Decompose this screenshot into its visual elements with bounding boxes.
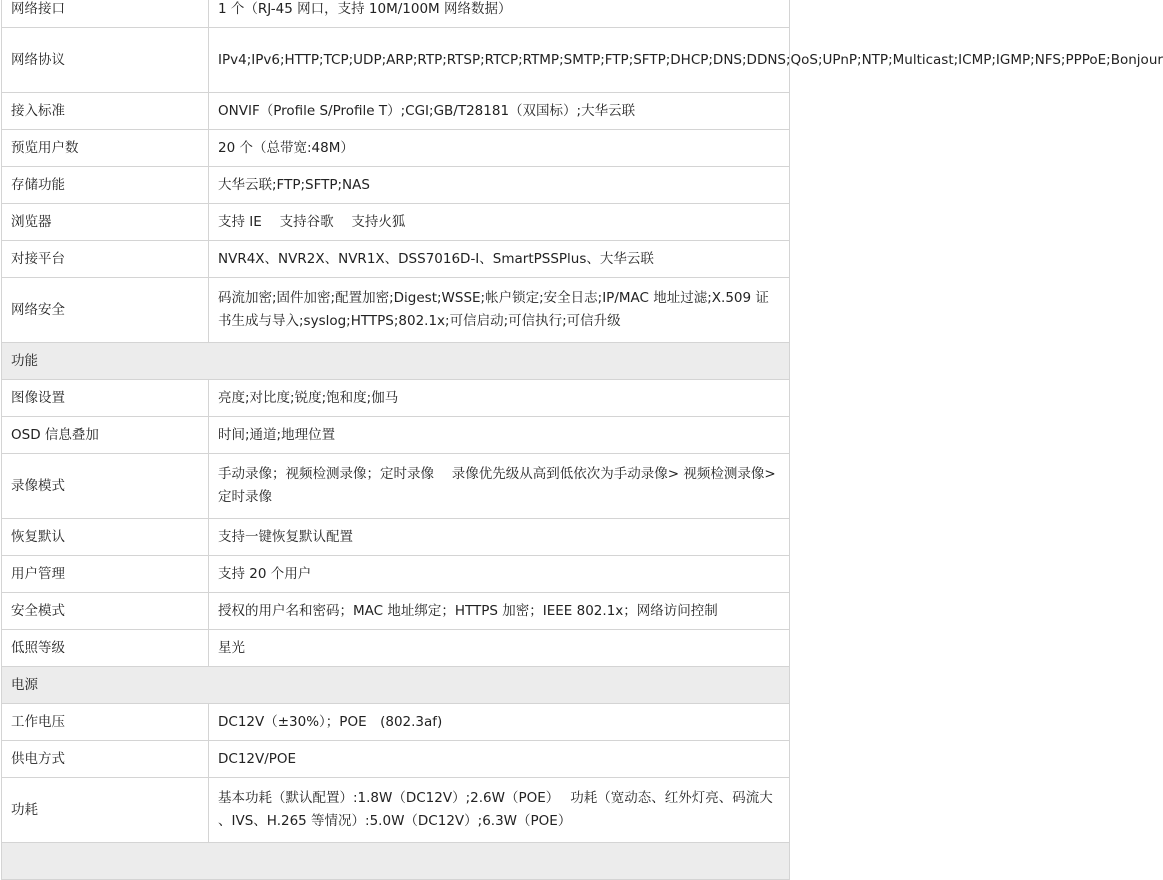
spec-value: 星光 — [209, 630, 790, 667]
spec-row — [2, 704, 790, 741]
spec-row — [2, 556, 790, 593]
spec-table-body — [2, 0, 1163, 880]
section-header-row — [2, 667, 790, 704]
spec-label: 工作电压 — [2, 704, 209, 741]
spec-value: ONVIF（Profile S/Profile T）;CGI;GB/T28181（双国标）;大华云联 — [209, 93, 790, 130]
spec-row — [2, 630, 790, 667]
spec-row — [2, 241, 790, 278]
spec-row — [2, 380, 790, 417]
section-title: 功能 — [2, 343, 790, 380]
spec-value: 20 个（总带宽:48M） — [209, 130, 790, 167]
spec-label: 恢复默认 — [2, 519, 209, 556]
spec-value: 大华云联;FTP;SFTP;NAS — [209, 167, 790, 204]
spec-value: 亮度;对比度;锐度;饱和度;伽马 — [209, 380, 790, 417]
spec-label: 录像模式 — [2, 454, 209, 519]
spec-label: 网络接口 — [2, 0, 209, 28]
spec-label: 低照等级 — [2, 630, 209, 667]
spec-value: NVR4X、NVR2X、NVR1X、DSS7016D-I、SmartPSSPlus、大华云联 — [209, 241, 790, 278]
spec-value: DC12V/POE — [209, 741, 790, 778]
spec-value: 码流加密;固件加密;配置加密;Digest;WSSE;帐户锁定;安全日志;IP/MAC 地址过滤;X.509 证书生成与导入;syslog;HTTPS;802.1x;可信启动;可信执行;可信升级 — [209, 278, 790, 343]
spec-value: 基本功耗（默认配置）:1.8W（DC12V）;2.6W（POE） 功耗（宽动态、红外灯亮、码流大 、IVS、H.265 等情况）:5.0W（DC12V）;6.3W（POE） — [209, 778, 790, 843]
spec-label: 预览用户数 — [2, 130, 209, 167]
section-title — [2, 843, 790, 880]
spec-label: 网络协议 — [2, 28, 209, 93]
spec-row — [2, 167, 790, 204]
spec-row — [2, 0, 790, 28]
spec-row — [2, 93, 790, 130]
spec-row — [2, 593, 790, 630]
spec-value: 授权的用户名和密码；MAC 地址绑定；HTTPS 加密；IEEE 802.1x；网络访问控制 — [209, 593, 790, 630]
spec-value: 支持一键恢复默认配置 — [209, 519, 790, 556]
spec-row — [2, 28, 790, 93]
spec-label: 功耗 — [2, 778, 209, 843]
spec-label: 图像设置 — [2, 380, 209, 417]
spec-value: 支持 IE 支持谷歌 支持火狐 — [209, 204, 790, 241]
spec-value: 支持 20 个用户 — [209, 556, 790, 593]
spec-row — [2, 778, 790, 843]
spec-label: 安全模式 — [2, 593, 209, 630]
section-title: 电源 — [2, 667, 790, 704]
spec-value: 手动录像；视频检测录像；定时录像 录像优先级从高到低依次为手动录像> 视频检测录像> 定时录像 — [209, 454, 790, 519]
spec-row — [2, 741, 790, 778]
spec-label: 存储功能 — [2, 167, 209, 204]
spec-table — [1, 0, 1163, 880]
spec-label: OSD 信息叠加 — [2, 417, 209, 454]
spec-row — [2, 278, 790, 343]
section-header-row — [2, 843, 790, 880]
spec-label: 接入标准 — [2, 93, 209, 130]
spec-value: 时间;通道;地理位置 — [209, 417, 790, 454]
spec-row — [2, 454, 790, 519]
section-header-row — [2, 343, 790, 380]
spec-label: 用户管理 — [2, 556, 209, 593]
spec-row — [2, 130, 790, 167]
spec-label: 供电方式 — [2, 741, 209, 778]
spec-value: DC12V（±30%）；POE (802.3af) — [209, 704, 790, 741]
spec-row — [2, 204, 790, 241]
spec-row — [2, 519, 790, 556]
spec-label: 对接平台 — [2, 241, 209, 278]
spec-value: 1 个（RJ-45 网口，支持 10M/100M 网络数据） — [209, 0, 790, 28]
spec-label: 浏览器 — [2, 204, 209, 241]
spec-row — [2, 417, 790, 454]
spec-value: IPv4;IPv6;HTTP;TCP;UDP;ARP;RTP;RTSP;RTCP;RTMP;SMTP;FTP;SFTP;DHCP;DNS;DDNS;QoS;UPnP;NTP;Multicast;ICMP;IGMP;NFS;PPPoE;Bonjour — [209, 28, 790, 93]
spec-label: 网络安全 — [2, 278, 209, 343]
